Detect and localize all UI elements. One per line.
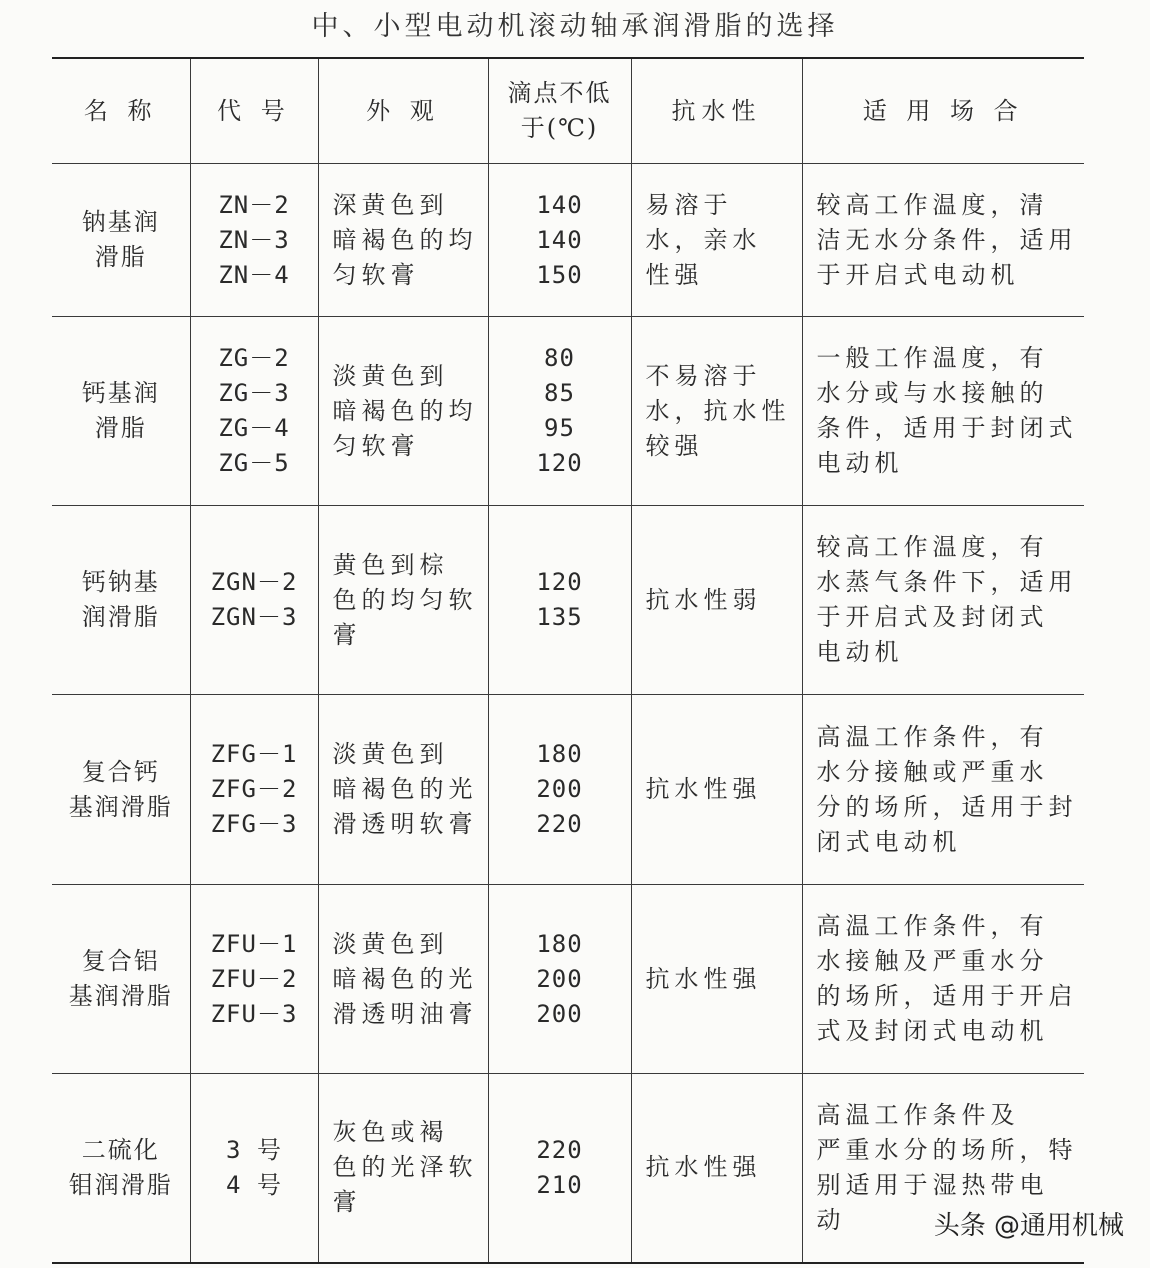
cell-code-line: ZGN－3 bbox=[210, 603, 298, 631]
cell-usage-line: 分的场所，适用于封 bbox=[816, 792, 1078, 821]
cell-water-resistance bbox=[631, 1074, 802, 1263]
cell-drop-point-line: 180 bbox=[536, 740, 583, 768]
cell-appearance-line: 膏 bbox=[332, 620, 362, 649]
cell-water-resistance-line: 抗水性强 bbox=[645, 775, 762, 803]
cell-usage-line: 水蒸气条件下，适用 bbox=[816, 568, 1078, 596]
cell-appearance bbox=[318, 695, 488, 885]
cell-usage-line: 闭式电动机 bbox=[816, 827, 962, 856]
cell-usage-line: 别适用于湿热带电 bbox=[816, 1170, 1049, 1199]
cell-appearance-line: 滑透明油膏 bbox=[332, 999, 478, 1028]
cell-name bbox=[52, 164, 190, 317]
cell-code-line: 3 号 bbox=[226, 1135, 282, 1164]
cell-name bbox=[52, 1074, 190, 1263]
cell-appearance-line: 暗褐色的均 bbox=[332, 396, 478, 425]
cell-code-line: ZG－2 bbox=[218, 344, 290, 372]
cell-usage-line: 电动机 bbox=[816, 638, 904, 666]
cell-drop-point-line: 120 bbox=[536, 568, 583, 596]
table-row bbox=[52, 1074, 1084, 1263]
cell-code-line: ZFG－2 bbox=[210, 775, 298, 803]
cell-usage-line: 高温工作条件，有 bbox=[816, 722, 1049, 751]
cell-drop-point-line: 80 bbox=[544, 344, 575, 372]
cell-usage-line: 的场所，适用于开启 bbox=[816, 982, 1078, 1010]
cell-usage-line: 于开启式及封闭式 bbox=[816, 603, 1049, 631]
cell-appearance-line: 膏 bbox=[332, 1188, 362, 1217]
cell-drop-point bbox=[488, 164, 631, 317]
cell-usage-line: 条件，适用于封闭式 bbox=[816, 414, 1078, 442]
header-drop-point bbox=[488, 58, 631, 164]
cell-usage-line: 一般工作温度，有 bbox=[816, 344, 1049, 372]
cell-water-resistance-line: 较强 bbox=[645, 431, 704, 460]
cell-drop-point bbox=[488, 1074, 631, 1263]
cell-usage-line: 电动机 bbox=[816, 449, 904, 477]
cell-water-resistance-line: 易溶于 bbox=[645, 190, 733, 219]
cell-name-line: 润滑脂 bbox=[81, 603, 160, 631]
cell-name-line: 二硫化 bbox=[81, 1135, 160, 1164]
cell-appearance bbox=[318, 1074, 488, 1263]
cell-code-line: ZFU－1 bbox=[210, 929, 298, 958]
cell-name-line: 钙基润 bbox=[81, 379, 160, 407]
table-row bbox=[52, 695, 1084, 885]
cell-usage-line: 式及封闭式电动机 bbox=[816, 1017, 1049, 1045]
cell-drop-point-line: 220 bbox=[536, 1135, 583, 1164]
cell-appearance bbox=[318, 164, 488, 317]
header-code: 代 号 bbox=[190, 58, 318, 164]
cell-code bbox=[190, 317, 318, 506]
cell-water-resistance-line: 不易溶于 bbox=[645, 361, 762, 390]
cell-code-line: ZFU－2 bbox=[210, 964, 298, 993]
cell-name bbox=[52, 695, 190, 885]
cell-code bbox=[190, 695, 318, 885]
cell-water-resistance-line: 性强 bbox=[645, 260, 704, 289]
cell-name-line: 复合铝 bbox=[81, 947, 160, 975]
cell-name-line: 基润滑脂 bbox=[68, 792, 173, 821]
cell-usage bbox=[802, 885, 1084, 1074]
cell-name bbox=[52, 506, 190, 695]
cell-code bbox=[190, 1074, 318, 1263]
cell-appearance-line: 淡黄色到 bbox=[332, 740, 449, 768]
cell-appearance-line: 暗褐色的均 bbox=[332, 225, 478, 254]
cell-usage bbox=[802, 317, 1084, 506]
cell-usage-line: 水分或与水接触的 bbox=[816, 379, 1049, 407]
cell-usage bbox=[802, 164, 1084, 317]
header-water-resistance: 抗水性 bbox=[631, 58, 802, 164]
cell-code-line: ZFU－3 bbox=[210, 999, 298, 1028]
cell-usage-line: 水分接触或严重水 bbox=[816, 757, 1049, 786]
table-row bbox=[52, 317, 1084, 506]
cell-name-line: 滑脂 bbox=[94, 243, 147, 271]
cell-drop-point-line: 150 bbox=[536, 260, 583, 289]
cell-drop-point-line: 220 bbox=[536, 810, 583, 838]
cell-water-resistance-line: 抗水性强 bbox=[645, 1153, 762, 1182]
cell-usage bbox=[802, 506, 1084, 695]
cell-appearance bbox=[318, 317, 488, 506]
cell-usage-line: 于开启式电动机 bbox=[816, 260, 1020, 289]
cell-name bbox=[52, 885, 190, 1074]
cell-code bbox=[190, 885, 318, 1074]
cell-drop-point-line: 200 bbox=[536, 964, 583, 993]
cell-appearance-line: 深黄色到 bbox=[332, 190, 449, 219]
cell-drop-point-line: 95 bbox=[544, 414, 575, 442]
cell-drop-point-line: 180 bbox=[536, 929, 583, 958]
cell-drop-point-line: 210 bbox=[536, 1170, 583, 1199]
cell-water-resistance-line: 水，抗水性 bbox=[645, 396, 791, 425]
cell-water-resistance-line: 抗水性强 bbox=[645, 964, 762, 993]
header-usage: 适 用 场 合 bbox=[802, 58, 1084, 164]
cell-name-line: 基润滑脂 bbox=[68, 982, 173, 1010]
table-title: 中、小型电动机滚动轴承润滑脂的选择 bbox=[311, 11, 839, 42]
cell-appearance bbox=[318, 506, 488, 695]
cell-appearance-line: 黄色到棕 bbox=[332, 550, 449, 579]
cell-usage-line: 高温工作条件，有 bbox=[816, 912, 1049, 940]
cell-water-resistance bbox=[631, 317, 802, 506]
cell-drop-point-line: 85 bbox=[544, 379, 575, 407]
table-row bbox=[52, 506, 1084, 695]
cell-code-line: ZG－4 bbox=[218, 414, 290, 442]
cell-appearance bbox=[318, 885, 488, 1074]
cell-appearance-line: 淡黄色到 bbox=[332, 929, 449, 958]
cell-code-line: ZN－2 bbox=[218, 190, 290, 219]
cell-drop-point-line: 200 bbox=[536, 999, 583, 1028]
cell-code-line: ZN－4 bbox=[218, 260, 290, 289]
cell-drop-point-line: 140 bbox=[536, 225, 583, 254]
cell-appearance-line: 暗褐色的光 bbox=[332, 964, 478, 993]
cell-drop-point-line: 200 bbox=[536, 775, 583, 803]
cell-code-line: ZFG－3 bbox=[210, 810, 298, 838]
cell-appearance-line: 暗褐色的光 bbox=[332, 775, 478, 803]
cell-code-line: ZG－3 bbox=[218, 379, 290, 407]
cell-drop-point-line: 120 bbox=[536, 449, 583, 477]
cell-code-line: 4 号 bbox=[226, 1170, 282, 1199]
table-row bbox=[52, 164, 1084, 317]
cell-usage-line: 洁无水分条件，适用 bbox=[816, 225, 1078, 254]
cell-water-resistance-line: 抗水性弱 bbox=[645, 585, 762, 614]
cell-drop-point-line: 140 bbox=[536, 190, 583, 219]
header-name: 名 称 bbox=[52, 58, 190, 164]
cell-name bbox=[52, 317, 190, 506]
cell-usage bbox=[802, 695, 1084, 885]
cell-drop-point bbox=[488, 317, 631, 506]
cell-water-resistance bbox=[631, 506, 802, 695]
cell-appearance-line: 灰色或褐 bbox=[332, 1118, 449, 1147]
cell-appearance-line: 滑透明软膏 bbox=[332, 810, 478, 838]
header-row bbox=[52, 58, 1084, 164]
header-drop-point-line2: 于(℃) bbox=[520, 114, 599, 142]
cell-water-resistance bbox=[631, 885, 802, 1074]
header-appearance: 外 观 bbox=[318, 58, 488, 164]
cell-usage-line: 水接触及严重水分 bbox=[816, 947, 1049, 975]
cell-code bbox=[190, 506, 318, 695]
cell-name-line: 钠基润 bbox=[81, 208, 160, 236]
cell-water-resistance bbox=[631, 695, 802, 885]
cell-drop-point-line: 135 bbox=[536, 603, 583, 631]
cell-appearance-line: 色的均匀软 bbox=[332, 585, 478, 614]
cell-usage-line: 严重水分的场所，特 bbox=[816, 1135, 1078, 1164]
cell-code-line: ZG－5 bbox=[218, 449, 290, 477]
cell-name-line: 复合钙 bbox=[81, 757, 160, 786]
cell-code-line: ZN－3 bbox=[218, 225, 290, 254]
watermark: 头条 @通用机械 bbox=[933, 1211, 1124, 1241]
header-drop-point-line1: 滴点不低 bbox=[507, 79, 612, 107]
cell-appearance-line: 淡黄色到 bbox=[332, 361, 449, 390]
cell-name-line: 滑脂 bbox=[94, 414, 147, 442]
cell-drop-point bbox=[488, 506, 631, 695]
cell-water-resistance-line: 水，亲水 bbox=[645, 225, 762, 254]
cell-appearance-line: 匀软膏 bbox=[332, 431, 420, 460]
cell-drop-point bbox=[488, 885, 631, 1074]
table-row bbox=[52, 885, 1084, 1074]
cell-name-line: 钙钠基 bbox=[81, 568, 160, 596]
cell-name-line: 钼润滑脂 bbox=[68, 1170, 173, 1199]
cell-code-line: ZFG－1 bbox=[210, 740, 298, 768]
cell-appearance-line: 色的光泽软 bbox=[332, 1153, 478, 1182]
cell-usage-line: 动 bbox=[816, 1205, 846, 1234]
cell-appearance-line: 匀软膏 bbox=[332, 260, 420, 289]
cell-code-line: ZGN－2 bbox=[210, 568, 298, 596]
cell-drop-point bbox=[488, 695, 631, 885]
cell-usage-line: 较高工作温度，清 bbox=[816, 190, 1049, 219]
cell-usage-line: 较高工作温度，有 bbox=[816, 533, 1049, 561]
cell-code bbox=[190, 164, 318, 317]
cell-usage-line: 高温工作条件及 bbox=[816, 1100, 1020, 1129]
grease-selection-table bbox=[52, 57, 1084, 1264]
cell-water-resistance bbox=[631, 164, 802, 317]
